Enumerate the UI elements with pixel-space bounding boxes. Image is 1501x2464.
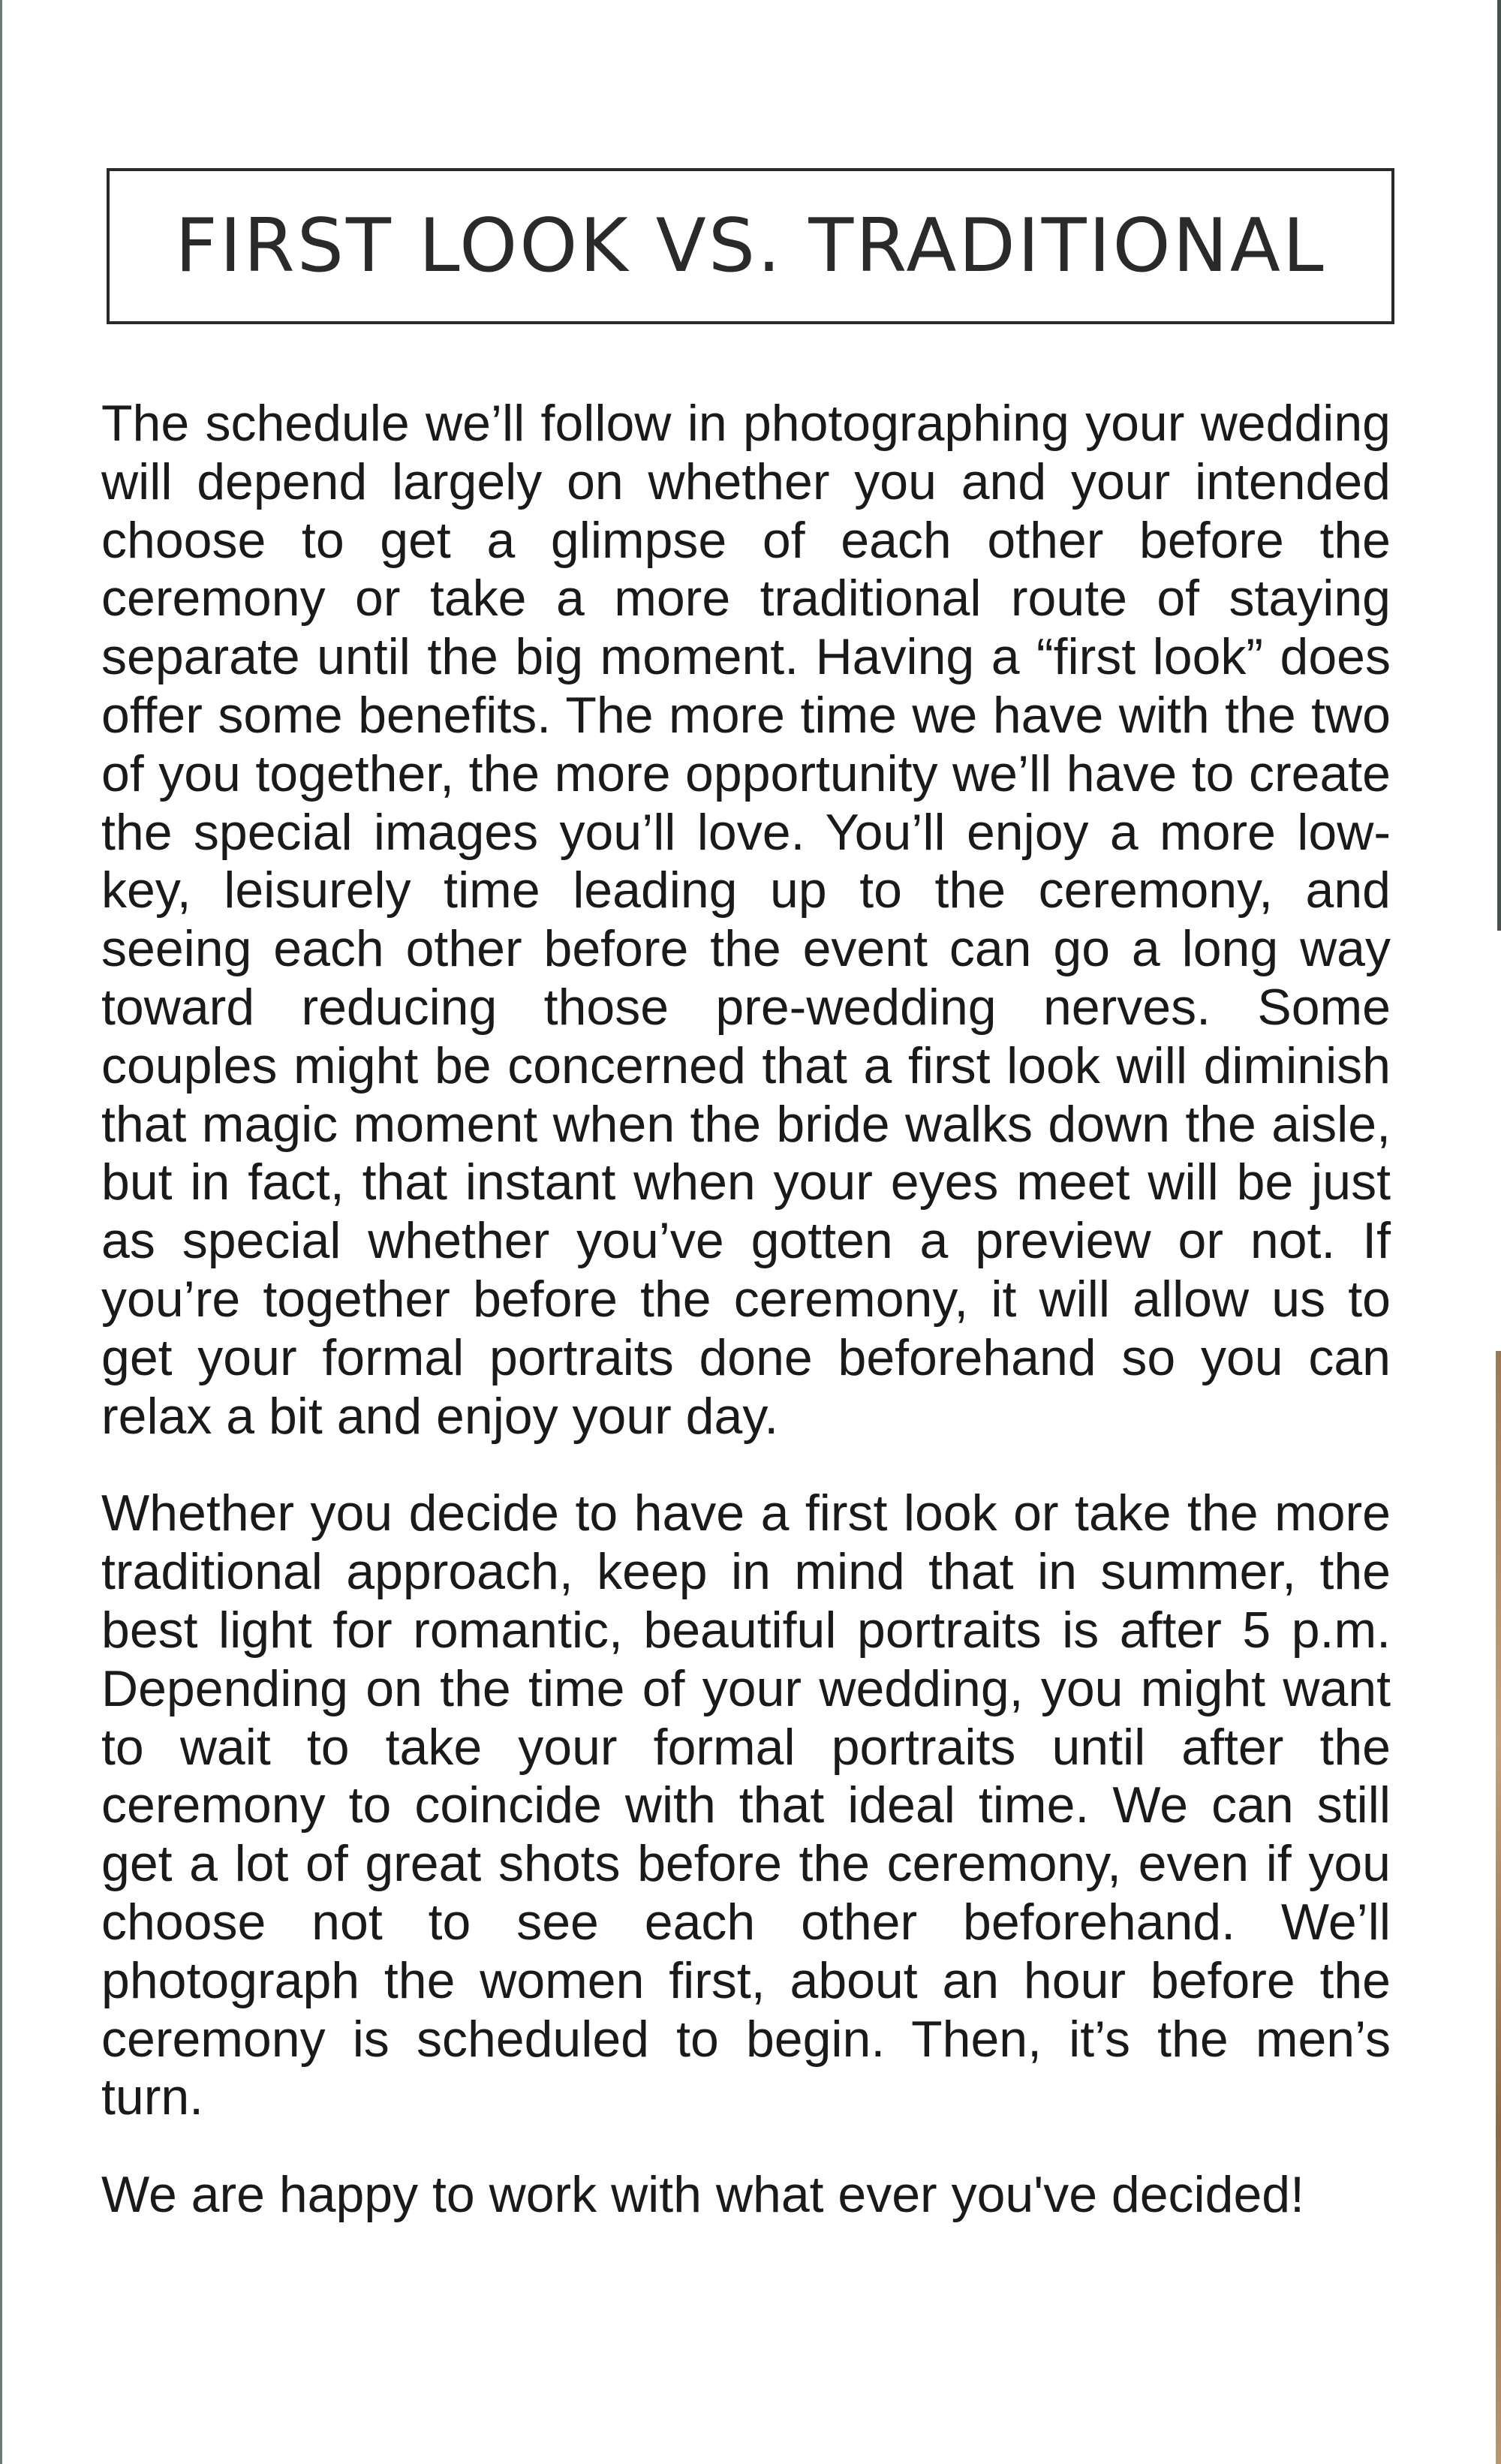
title-box [107,168,1394,324]
paragraph-first-look: The schedule we’ll follow in photographing your wedding will depend largely on whether you and your intended choose to get a glimpse of each other before the ceremony or take a more traditional route of staying separate until the big moment. Having a “first look” does offer some benefits. The more time we have with the two of you together, the more opportunity we’ll have to create the special images you’ll love. You’ll enjoy a more low-key, leisurely time leading up to the ceremony, and seeing each other before the event can go a long way toward reducing those pre-wedding nerves. Some couples might be concerned that a first look will diminish that magic moment when the bride walks down the aisle, but in fact, that instant when your eyes meet will be just as special whether you’ve gotten a preview or not. If you’re together before the ceremony, it will allow us to get your formal portraits done beforehand so you can relax a bit and enjoy your day. [101,395,1391,1445]
page-right-edge-top [1497,0,1501,931]
paragraph-traditional-approach: Whether you decide to have a first look or take the more traditional approach, keep in mind that in summer, the best light for romantic, beautiful portraits is after 5 p.m. Depending on the time of your wedding, you might want to wait to take your formal portraits until after the ceremony to coincide with that ideal time. We can still get a lot of great shots before the ceremony, even if you choose not to see each other beforehand. We’ll photograph the women first, about an hour before the ceremony is scheduled to begin. Then, it’s the men’s turn. [101,1485,1391,2126]
page-left-edge [0,0,2,2464]
page-right-edge-bottom [1496,1351,1501,2464]
page-title: FIRST LOOK VS. TRADITIONAL [175,203,1326,289]
body-text [101,395,1391,2225]
paragraph-closing: We are happy to work with what ever you've decided! [101,2166,1305,2224]
